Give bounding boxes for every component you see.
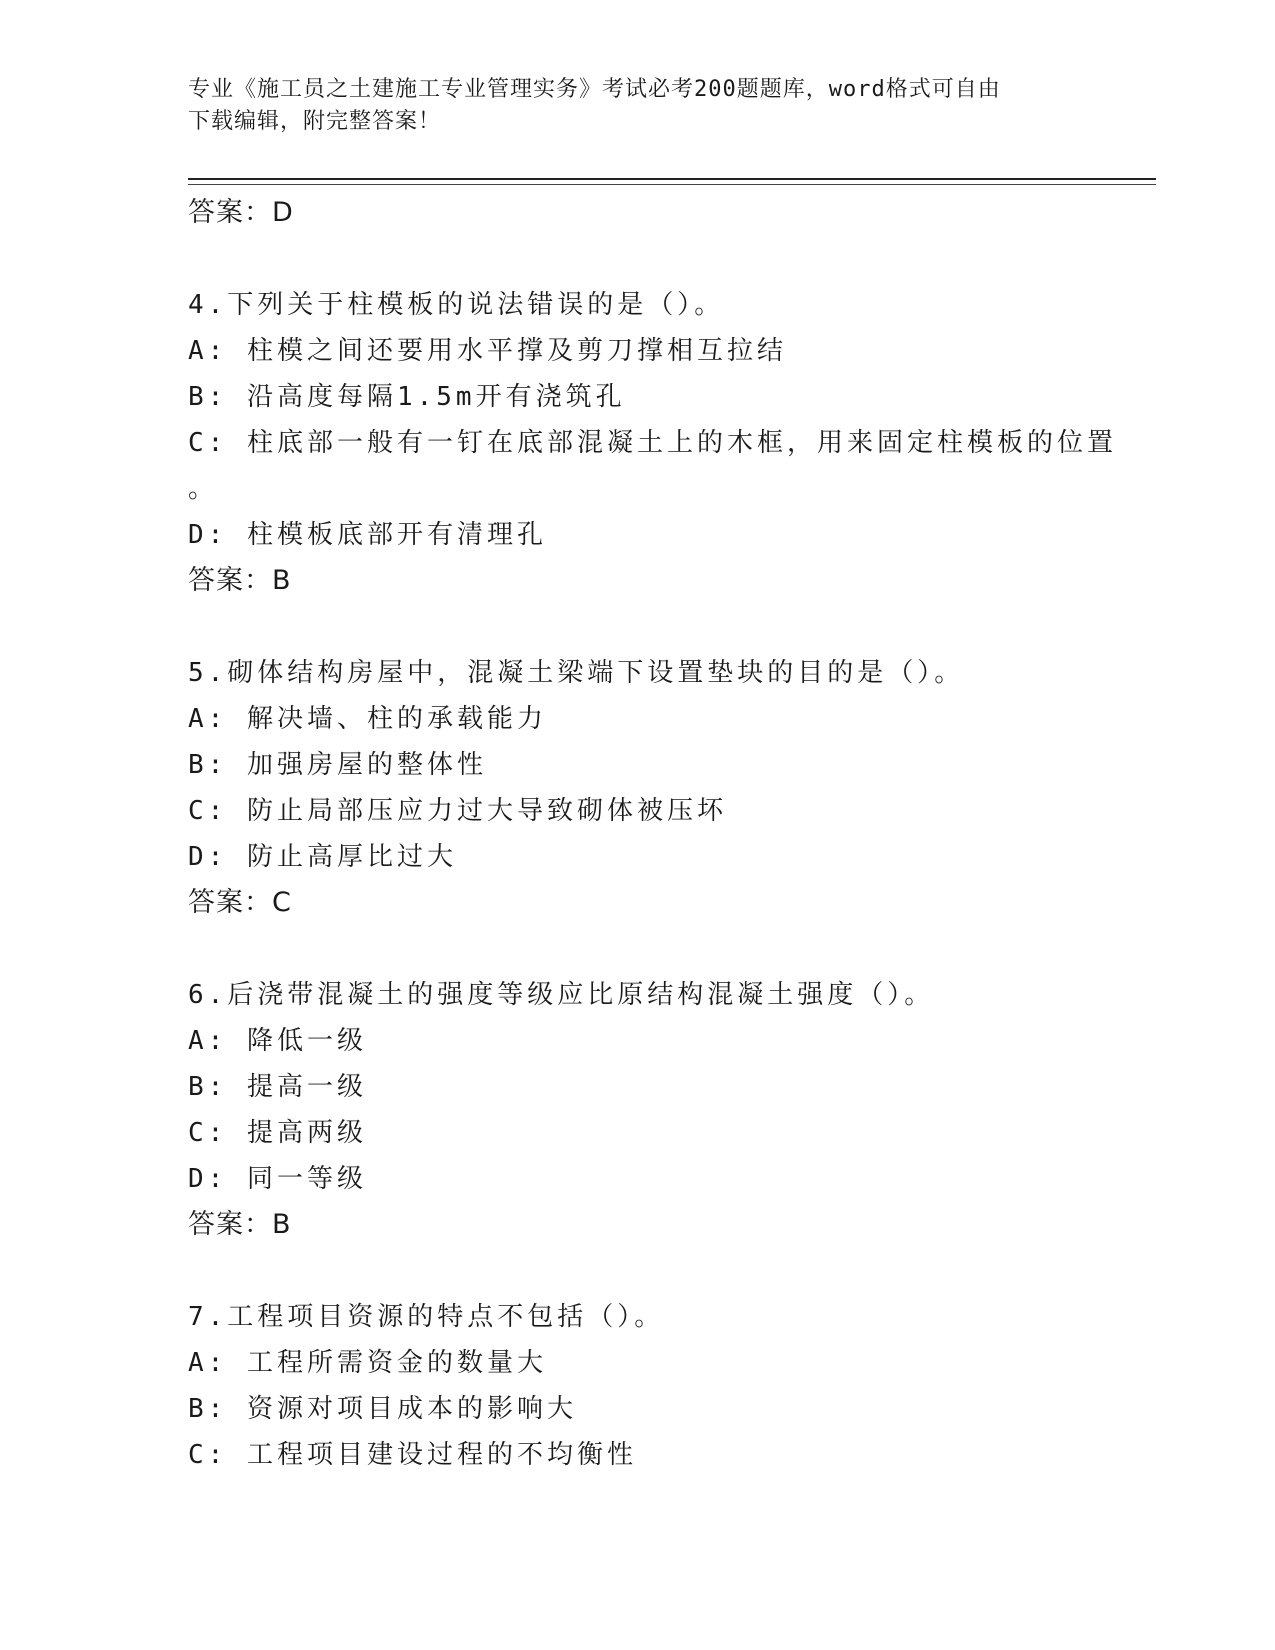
question-4 [188, 282, 1117, 604]
option-a: A: 解决墙、柱的承载能力 [188, 704, 547, 734]
header-line-1: 专业《施工员之土建施工专业管理实务》考试必考200题题库，word格式可自由 [188, 77, 1001, 102]
option-c: C: 防止局部压应力过大导致砌体被压坏 [188, 796, 727, 826]
option-d: D: 柱模板底部开有清理孔 [188, 520, 547, 550]
option-b: B: 加强房屋的整体性 [188, 750, 487, 780]
option-b: B: 提高一级 [188, 1072, 367, 1102]
option-d: D: 同一等级 [188, 1164, 367, 1194]
header-rule-thick [188, 178, 1156, 180]
question-stem: 6.后浇带混凝土的强度等级应比原结构混凝土强度（）。 [188, 980, 935, 1010]
question-list [188, 190, 1117, 1478]
question-stem: 7.工程项目资源的特点不包括（）。 [188, 1302, 665, 1332]
option-b: B: 资源对项目成本的影响大 [188, 1394, 577, 1424]
answer-line: 答案：D [188, 197, 294, 228]
option-b: B: 沿高度每隔1.5m开有浇筑孔 [188, 382, 626, 412]
header-line-2: 下载编辑，附完整答案！ [188, 109, 442, 134]
question-stem: 4.下列关于柱模板的说法错误的是（）。 [188, 290, 725, 320]
answer-line: 答案：B [188, 1209, 292, 1240]
option-a: A: 工程所需资金的数量大 [188, 1348, 547, 1378]
question-7 [188, 1294, 1088, 1478]
page-header [188, 74, 1088, 138]
answer-line: 答案：B [188, 565, 292, 596]
option-c: C: 提高两级 [188, 1118, 367, 1148]
option-c: C: 工程项目建设过程的不均衡性 [188, 1440, 637, 1470]
option-a: A: 降低一级 [188, 1026, 367, 1056]
question-stem: 5.砌体结构房屋中，混凝土梁端下设置垫块的目的是（）。 [188, 658, 965, 688]
option-a: A: 柱模之间还要用水平撑及剪刀撑相互拉结 [188, 336, 787, 366]
header-rule-thin [188, 184, 1156, 185]
option-c-continuation: 。 [188, 474, 219, 504]
question-6 [188, 972, 1088, 1248]
answer-line: 答案：C [188, 887, 292, 918]
question-5 [188, 650, 1088, 926]
option-d: D: 防止高厚比过大 [188, 842, 457, 872]
option-c: C: 柱底部一般有一钉在底部混凝土上的木框，用来固定柱模板的位置 [188, 428, 1117, 458]
